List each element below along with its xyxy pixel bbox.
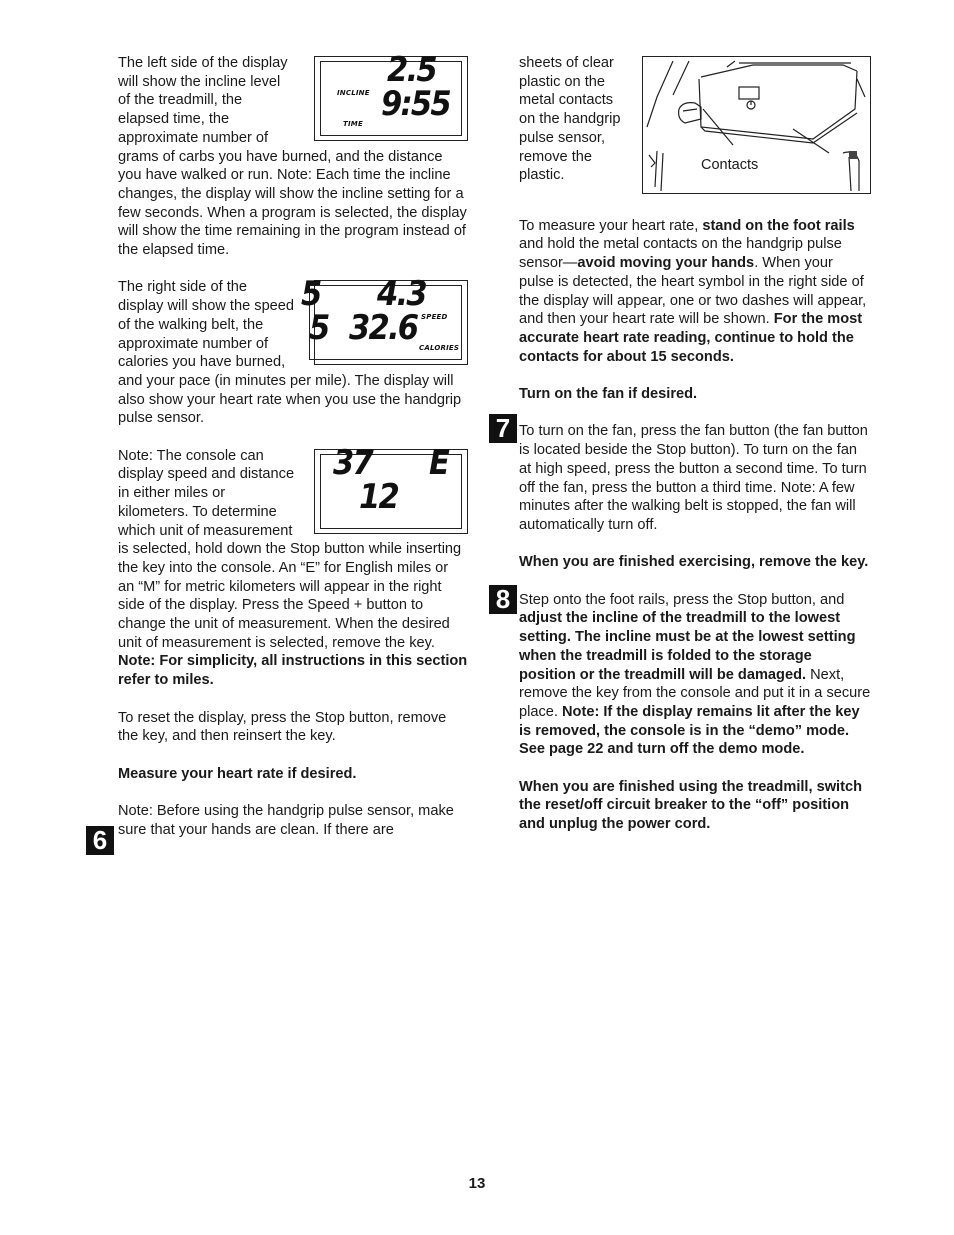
calories-value: 32.6 [349, 308, 418, 349]
handgrip-illustration [643, 57, 870, 193]
speed-value: 4.3 [377, 274, 426, 315]
step8-number-badge: 8 [489, 585, 517, 614]
power-off-paragraph: When you are finished using the treadmill, switch the reset/off circuit breaker to the “off” position and unplug the power cord. [519, 778, 863, 833]
units-paragraph: Note: The console can display speed and distance in either miles or kilometers. To determine which unit of measurement is selected, hold down the Stop button while inserting the key into the console. An “E” for English miles or an “M” for metric kilometers will appear in the right side of the display. Press the Speed + button to change the unit of measurement. When the desired unit of measurement is selected, remove the key. Note: For simplicity, all instructions in this section refer to miles. [118, 447, 468, 689]
step7-heading: Turn on the fan if desired. [519, 386, 698, 402]
unit-display [314, 442, 468, 534]
unit-display-bottom-value: 12 [359, 476, 398, 517]
calories-cut-digit: 5 [309, 308, 329, 349]
contacts-label: Contacts [701, 157, 759, 173]
speed-cut-digit: 5 [301, 274, 321, 315]
step6-text: Note: Before using the handgrip pulse sensor, make sure that your hands are clean. If there are [118, 803, 454, 838]
step7-number-badge: 7 [489, 414, 517, 443]
incline-value: 2.5 [387, 50, 436, 90]
display-left-paragraph: The left side of the display will show the incline level of the treadmill, the elapsed time, the approximate number of grams of carbs you have burned, and the distance you have walked or run. Note: Each time the incline changes, the display will show the incline setting for a few seconds. When a program is selected, the display will show the time remaining in the program instead of the elapsed time. [118, 55, 467, 259]
step6-number-badge: 6 [86, 826, 114, 855]
heart-rate-paragraph: To measure your heart rate, stand on the foot rails and hold the metal contacts on the handgrip pulse sensor—avoid moving your hands. When your pulse is detected, the heart symbol in the right side of the display will appear, one or two dashes will appear, and then your heart rate will be shown. For the most accurate heart rate reading, continue to hold the contacts for about 15 seconds. [519, 217, 867, 365]
left-column [118, 50, 468, 839]
step7-text: To turn on the fan, press the fan button (the fan button is located beside the Stop button). To turn on the fan at high speed, press the button a second time. To turn off the fan, press the button a third time. Note: A few minutes after the walking belt is stopped, the fan will automatically turn off. [519, 423, 868, 533]
step6-heading: Measure your heart rate if desired. [118, 765, 357, 782]
incline-time-display [314, 50, 468, 141]
page-number: 13 [468, 1175, 486, 1192]
speed-calories-display [301, 274, 468, 365]
display-right-paragraph: The right side of the display will show the speed of the walking belt, the approximate number of calories you have burned, and your pace (in minutes per mile). The display will also show your heart rate when you use the handgrip pulse sensor. [118, 279, 462, 427]
handgrip-contacts-figure [642, 56, 871, 194]
right-column [519, 54, 871, 834]
unit-letter: E [429, 442, 449, 483]
reset-paragraph: To reset the display, press the Stop button, remove the key, and then reinsert the key. [118, 709, 447, 745]
plastic-paragraph: sheets of clear plastic on the metal contacts on the handgrip pulse sensor, remove the plastic. [519, 55, 621, 184]
step8-heading: When you are finished exercising, remove the key. [519, 554, 869, 571]
step8-text: Step onto the foot rails, press the Stop button, and adjust the incline of the treadmill to the lowest setting. The incline must be at the lowest setting when the treadmill is folded to the storage position or the treadmill will be damaged. Next, remove the key from the console and put it in a secure place. Note: If the display remains lit after the key is removed, the console is in the “demo” mode. See page 22 and turn off the demo mode. [519, 591, 871, 758]
time-label: TIME [343, 120, 363, 128]
calories-label: CALORIES [419, 344, 460, 353]
incline-label: INCLINE [337, 89, 370, 97]
unit-display-top-value: 37 [333, 442, 372, 483]
speed-label: SPEED [421, 313, 448, 322]
time-value: 9:55 [381, 84, 450, 124]
